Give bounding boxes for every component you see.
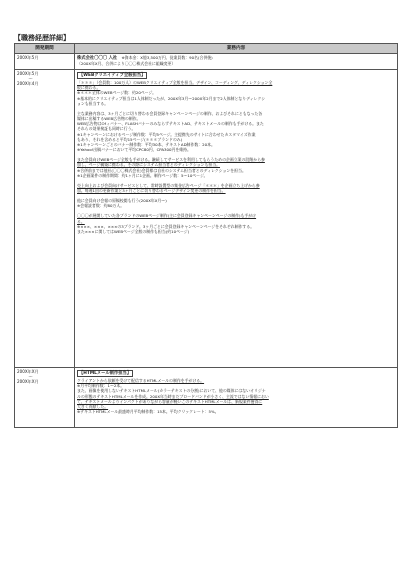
career-table xyxy=(14,43,398,428)
period-cell xyxy=(15,54,75,70)
content-line: もあり、それを含めると平均15ページ(＊＊＊ブランドのみ) xyxy=(77,136,183,142)
table-row xyxy=(15,54,398,70)
content-line: ※テキストHTMLメール最盛時月平均制作数：15本。平均クリックレート：5%。 xyxy=(77,409,219,415)
content-line: 〇〇〇が展開していた各ブランドのWEBページ制作(主に会員登録キャンペーンページの制作)も手がけ xyxy=(77,213,257,219)
content-line: ※Yahoo!出稿バナーにおいて平均CPC80円、CPA300円を維持。 xyxy=(77,147,191,153)
header-content: 業務内容 xyxy=(75,44,398,54)
section-body xyxy=(77,378,395,414)
period-cell xyxy=(15,368,75,428)
content-line: ※1企画案件の制作期間：約1ヶ月に1企画。制作ページ数：5〜10ページ。 xyxy=(77,172,208,178)
content-line: ※1キャンペーンごとのバナー制作数：平均30本、テキストAD制作数：20本。 xyxy=(77,141,215,147)
content-line: 加。毎週1回の更新作業と3ヶ月ごとに切り替わるページデザイン変更の制作を担当。 xyxy=(77,187,226,193)
content-cell xyxy=(75,70,398,368)
content-line: 般に携わる。 xyxy=(77,85,101,91)
content-line: 売上向上および会員向けサービスとして、常時設置型の集金広告ページ「＊＊＊」を企画立ち上げから参 xyxy=(77,182,260,188)
content-cell xyxy=(75,54,398,70)
period-cell xyxy=(15,70,75,368)
table-header-row xyxy=(15,44,398,54)
content-line: また×××に関してはWEBページ全般の制作も担当(約10ページ) xyxy=(77,228,190,234)
period-tilde: 〜 xyxy=(28,76,33,82)
table-row xyxy=(15,368,398,428)
content-line: ※合併前までは他社(〇〇〇株式会社)会員様は自社のシステム担当者とのディレクションを担当。 xyxy=(77,167,246,173)
content-line: ルの形態のテキストHTMLメールを作成。200X年当時まだブロードバンドが小さく、主流ではない情報におい xyxy=(77,393,269,399)
period-start: 200X年5月 xyxy=(17,55,39,60)
content-line: ※月平均制作数：1〜2本。 xyxy=(77,383,125,389)
content-line: ※1キャンペーンにおけるページ制作数：平均5ページ。主提携先のサイトに合わせたカスタマイズ作業 xyxy=(77,131,256,137)
content-line: ※会報読者数：約80万人。 xyxy=(77,203,125,209)
company-note: （200X年X月、合併により〇〇〇株式会社に組織変更） xyxy=(77,61,176,67)
document-title: 【職務経歴詳細】 xyxy=(14,34,70,42)
table-row xyxy=(15,70,398,368)
content-line: 大きく貢献した。 xyxy=(77,403,109,409)
company-detail: ※資本金：X億3,500万円、従業員数：90名(合併後) xyxy=(121,55,213,60)
content-line: 他に会員向け会報の原稿校閲も行う(200X年X月〜) xyxy=(77,198,167,204)
period-end: 200X年X月 xyxy=(17,379,39,385)
content-line: クライアントから依頼を受けて配信するHTMLメールの制作を手がける。 xyxy=(77,378,205,384)
content-line: それらの効果検証も同時に行う。 xyxy=(77,126,136,132)
content-line: ※×××、×××、×××の3ブランド。3ヶ月ごとに会員登録キャンペーンページをそれぞれ制作する。 xyxy=(77,223,255,229)
period-tilde: 〜 xyxy=(28,374,33,380)
content-line: また、画像を使用しないテキストHTMLメール(カラーテキストの分割)において、他の媒体にはないオリジナ xyxy=(77,388,266,394)
section-title: 【WEBクリエイティブ全般担当】 xyxy=(79,73,146,78)
content-line: また会員向けWEBページ全般も手がける。継続してサービスを利用してもらうための企画立案の段階から参 xyxy=(77,157,265,163)
content-line: 加し、ページ構築に携わる。その際にシステム担当者とのディレクションも担当。 xyxy=(77,162,221,168)
header-period: 開発期間 xyxy=(15,44,75,54)
content-line: ョンも担当する。 xyxy=(77,100,109,106)
content-line: ※＊＊＊全体のWEBページ数：約20ページ。 xyxy=(77,90,156,96)
section-title: 【HTMLメール制作担当】 xyxy=(79,371,132,376)
period-start: 200X年X月 xyxy=(17,369,39,374)
content-line: て、テキストメールよりインパクトがありながら容量が軽いこのテキストHTMLメールは、新規案件獲得に xyxy=(77,398,263,404)
content-cell xyxy=(75,368,398,428)
section-body xyxy=(77,80,395,234)
period-end: 200X年4月 xyxy=(17,81,39,87)
content-line: ※基本的にクリエイティブ担当は1人体制だったが、200X年3月〜200X年2月まで2人体制となりディレクシ xyxy=(77,95,266,101)
company-name: 株式会社〇〇〇 入社 xyxy=(77,56,118,61)
period-start: 200X年5月 xyxy=(17,71,39,76)
content-line: る。 xyxy=(77,218,85,224)
content-line: 主な業務内容は、3ヶ月ごとに切り替わる会員登録キャンペーンページの制作、およびそれにともなった各 xyxy=(77,110,263,116)
content-line: 媒体に出稿するWEB広告物の制作。 xyxy=(77,116,141,122)
content-line: WEB広告物はOfィバナー、FLASHバナーのみならずテキストAD、テキストメールの制作も手がける。また xyxy=(77,121,264,127)
content-line: 「＊＊＊」（会員数：100万人）のWEBクリエイティブ全般を担当。デザイン、コーディング、ディレクション全 xyxy=(77,80,273,86)
